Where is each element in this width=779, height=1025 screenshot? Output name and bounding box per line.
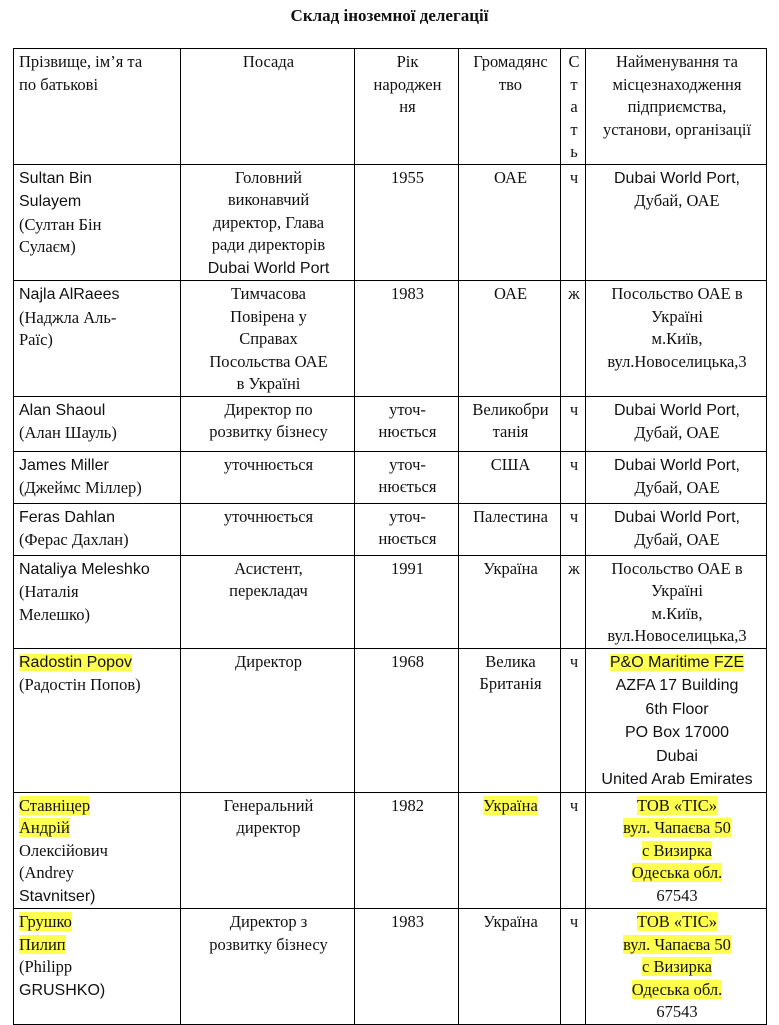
position-text: Директор — [235, 651, 302, 671]
name-text: (Алан Шауль) — [19, 423, 117, 442]
name-text: Сулаєм) — [19, 237, 76, 256]
name-text: Radostin Popov — [19, 653, 132, 671]
cell-organization — [586, 909, 767, 1025]
header-sex-line: т — [570, 119, 578, 139]
position-text: виконавчий — [227, 190, 310, 209]
table-row — [14, 451, 767, 503]
cell-citizenship — [459, 503, 561, 555]
cell-birth-year — [355, 909, 459, 1025]
name-text: (Наджла Аль- — [19, 307, 117, 327]
header-birth-year-line: Рік — [396, 52, 419, 71]
sex-text: ч — [569, 795, 579, 815]
name-text: Nataliya Meleshko — [19, 560, 150, 578]
sex-text: ж — [568, 558, 580, 578]
cell-sex — [561, 503, 586, 555]
sex-text: ж — [568, 284, 580, 303]
birth-year-text: 1982 — [391, 795, 424, 815]
organization-text: Україні — [651, 581, 703, 600]
cell-name — [14, 555, 181, 648]
cell-citizenship — [459, 555, 561, 648]
cell-name — [14, 451, 181, 503]
table-row — [14, 396, 767, 451]
organization-text: Дубай, ОАЕ — [634, 423, 720, 442]
header-citizenship-line: тво — [498, 74, 523, 94]
header-citizenship-line: Громадянс — [473, 52, 548, 71]
name-text: Ставніцер — [19, 795, 91, 815]
cell-birth-year — [355, 503, 459, 555]
header-organization-line: підприємства, — [627, 97, 727, 116]
organization-text: Dubai World Port, — [614, 456, 740, 474]
header-sex-line: т — [570, 74, 578, 94]
position-text: Тимчасова — [230, 284, 307, 303]
position-text: Повірена у — [230, 306, 307, 326]
cell-organization — [586, 396, 767, 451]
name-text: Najla AlRaees — [19, 286, 120, 303]
organization-text: Одеська обл. — [631, 979, 723, 999]
citizenship-text: ОАЕ — [493, 284, 528, 303]
sex-text: ч — [569, 454, 579, 474]
organization-text: Дубай, ОАЕ — [634, 478, 720, 497]
table-header-row — [14, 49, 767, 165]
organization-text: с Визирка — [642, 840, 712, 860]
cell-organization — [586, 648, 767, 792]
citizenship-text: Україна — [483, 912, 538, 931]
cell-citizenship — [459, 451, 561, 503]
birth-year-text: нюється — [378, 477, 437, 496]
cell-position — [181, 648, 355, 792]
birth-year-text: 1968 — [391, 651, 424, 671]
cell-citizenship — [459, 792, 561, 909]
citizenship-text: Британія — [479, 674, 542, 693]
cell-citizenship — [459, 281, 561, 397]
position-text: директор — [236, 818, 301, 837]
position-text: Dubai World Port — [207, 259, 330, 277]
name-text: Alan Shaoul — [19, 401, 106, 419]
cell-sex — [561, 792, 586, 909]
organization-text: 6th Floor — [645, 700, 709, 718]
name-text: Feras Dahlan — [19, 508, 116, 526]
organization-text: ТОВ «ТІС» — [637, 912, 717, 931]
header-birth-year — [355, 49, 459, 165]
document-title: Склад іноземної делегації — [290, 6, 489, 25]
citizenship-text: США — [490, 454, 531, 474]
position-text: Справах — [239, 329, 298, 348]
citizenship-text: Україна — [483, 558, 538, 578]
cell-organization — [586, 792, 767, 909]
cell-name — [14, 164, 181, 281]
table-row — [14, 909, 767, 1025]
organization-text: Посольство ОАЕ в — [611, 284, 743, 303]
cell-citizenship — [459, 909, 561, 1025]
cell-organization — [586, 555, 767, 648]
cell-position — [181, 792, 355, 909]
citizenship-text: Великобри — [472, 399, 549, 419]
header-sex — [561, 49, 586, 165]
position-text: розвитку бізнесу — [209, 422, 328, 441]
position-text: директор, Глава — [212, 212, 325, 232]
organization-text: P&O Maritime FZE — [609, 653, 745, 671]
header-organization-line: установи, організації — [602, 119, 752, 139]
organization-text: PO Box 17000 — [624, 724, 730, 741]
name-text: Грушко — [19, 912, 72, 931]
header-birth-year-line: ня — [399, 97, 416, 116]
birth-year-text: нюється — [378, 422, 437, 441]
cell-name — [14, 396, 181, 451]
cell-sex — [561, 909, 586, 1025]
birth-year-text: уточ- — [389, 506, 426, 526]
name-text: GRUSHKO) — [19, 981, 106, 999]
name-text: (Наталія — [19, 582, 79, 601]
position-text: Директор з — [229, 912, 308, 931]
cell-name — [14, 792, 181, 909]
cell-position — [181, 555, 355, 648]
organization-text: Dubai World Port, — [614, 401, 740, 419]
cell-name — [14, 503, 181, 555]
header-sex-line: а — [570, 97, 578, 116]
cell-birth-year — [355, 555, 459, 648]
cell-position — [181, 451, 355, 503]
organization-text: United Arab Emirates — [601, 771, 753, 788]
name-text: (Радостін Попов) — [19, 675, 141, 694]
cell-organization — [586, 503, 767, 555]
cell-birth-year — [355, 396, 459, 451]
organization-text: 67543 — [656, 885, 698, 905]
name-text: Sulayem — [19, 193, 82, 210]
organization-text: вул.Новоселицька,3 — [607, 626, 747, 645]
birth-year-text: уточ- — [389, 454, 426, 474]
table-row — [14, 164, 767, 281]
organization-text: Dubai — [656, 747, 698, 765]
citizenship-text: ОАЕ — [493, 167, 528, 187]
name-text: (Philipp — [19, 957, 73, 976]
position-text: Генеральний — [223, 795, 314, 815]
name-text: Sultan Bin — [19, 169, 92, 187]
name-text: Мелешко) — [19, 604, 90, 624]
cell-organization — [586, 451, 767, 503]
organization-text: Дубай, ОАЕ — [634, 530, 720, 549]
header-sex-line: С — [568, 52, 580, 71]
organization-text: м.Київ, — [651, 329, 703, 348]
name-text: Пилип — [19, 934, 66, 954]
table-row — [14, 281, 767, 397]
cell-position — [181, 396, 355, 451]
cell-citizenship — [459, 164, 561, 281]
header-organization — [586, 49, 767, 165]
name-text: Раїс) — [19, 330, 53, 349]
cell-sex — [561, 281, 586, 397]
name-text: (Джеймс Міллер) — [19, 478, 142, 497]
header-citizenship — [459, 49, 561, 165]
organization-text: Дубай, ОАЕ — [634, 191, 720, 210]
position-text: в Україні — [236, 374, 301, 393]
cell-sex — [561, 396, 586, 451]
sex-text: ч — [569, 506, 579, 526]
organization-text: вул. Чапаєва 50 — [623, 934, 731, 954]
header-organization-line: місцезнаходження — [612, 74, 742, 94]
cell-position — [181, 281, 355, 397]
header-name-line: по батькові — [19, 74, 99, 94]
sex-text: ч — [569, 651, 579, 671]
name-text: (Ферас Дахлан) — [19, 530, 129, 549]
position-text: уточнюється — [223, 454, 314, 474]
citizenship-text: Україна — [483, 795, 538, 815]
organization-text: м.Київ, — [651, 603, 703, 623]
cell-citizenship — [459, 648, 561, 792]
name-text: (Султан Бін — [19, 214, 102, 234]
name-text: (Andrey — [19, 863, 74, 882]
delegation-table — [13, 48, 767, 1025]
birth-year-text: 1983 — [391, 284, 424, 303]
cell-birth-year — [355, 451, 459, 503]
sex-text: ч — [569, 399, 579, 419]
position-text: Посольства ОАЕ — [209, 351, 328, 371]
organization-text: Dubai World Port, — [614, 508, 740, 526]
table-row — [14, 555, 767, 648]
cell-citizenship — [459, 396, 561, 451]
cell-birth-year — [355, 164, 459, 281]
name-text: James Miller — [19, 456, 109, 474]
cell-sex — [561, 555, 586, 648]
header-organization-line: Найменування та — [616, 52, 738, 71]
sex-text: ч — [569, 167, 579, 187]
cell-birth-year — [355, 792, 459, 909]
cell-birth-year — [355, 648, 459, 792]
header-sex-line: ь — [570, 142, 578, 161]
cell-name — [14, 909, 181, 1025]
position-text: Директор по — [224, 399, 313, 419]
sex-text: ч — [569, 912, 579, 931]
birth-year-text: нюється — [378, 529, 437, 548]
cell-organization — [586, 164, 767, 281]
birth-year-text: уточ- — [389, 399, 426, 419]
header-name-line: Прізвище, ім’я та — [19, 52, 143, 71]
table-row — [14, 648, 767, 792]
table-body — [14, 164, 767, 1024]
cell-sex — [561, 648, 586, 792]
organization-text: Dubai World Port, — [614, 169, 740, 187]
organization-text: 67543 — [656, 1002, 698, 1021]
cell-sex — [561, 451, 586, 503]
organization-text: с Визирка — [642, 957, 712, 976]
citizenship-text: Палестина — [473, 506, 548, 526]
position-text: Асистент, — [234, 558, 303, 578]
organization-text: Посольство ОАЕ в — [611, 558, 743, 578]
citizenship-text: танія — [492, 422, 529, 441]
position-text: перекладач — [229, 581, 308, 600]
cell-position — [181, 503, 355, 555]
header-name — [14, 49, 181, 165]
cell-birth-year — [355, 281, 459, 397]
organization-text: Україні — [651, 306, 703, 326]
header-position — [181, 49, 355, 165]
organization-text: ТОВ «ТІС» — [637, 795, 717, 815]
header-position-line: Посада — [242, 52, 295, 71]
name-text: Андрій — [19, 818, 70, 837]
birth-year-text: 1983 — [391, 912, 424, 931]
organization-text: вул. Чапаєва 50 — [623, 818, 731, 837]
birth-year-text: 1955 — [391, 167, 424, 187]
organization-text: AZFA 17 Building — [615, 677, 739, 694]
table-row — [14, 792, 767, 909]
position-text: ради директорів — [211, 235, 326, 254]
position-text: Головний — [235, 167, 302, 187]
name-text: Stavnitser) — [19, 887, 96, 905]
position-text: уточнюється — [223, 506, 314, 526]
birth-year-text: 1991 — [391, 558, 424, 578]
name-text: Олексійович — [19, 840, 108, 860]
cell-name — [14, 648, 181, 792]
cell-sex — [561, 164, 586, 281]
organization-text: Одеська обл. — [631, 863, 723, 882]
position-text: розвитку бізнесу — [209, 934, 328, 954]
cell-organization — [586, 281, 767, 397]
header-birth-year-line: народжен — [373, 74, 442, 94]
citizenship-text: Велика — [485, 651, 536, 671]
cell-name — [14, 281, 181, 397]
organization-text: вул.Новоселицька,3 — [607, 351, 747, 371]
cell-position — [181, 909, 355, 1025]
table-row — [14, 503, 767, 555]
cell-position — [181, 164, 355, 281]
